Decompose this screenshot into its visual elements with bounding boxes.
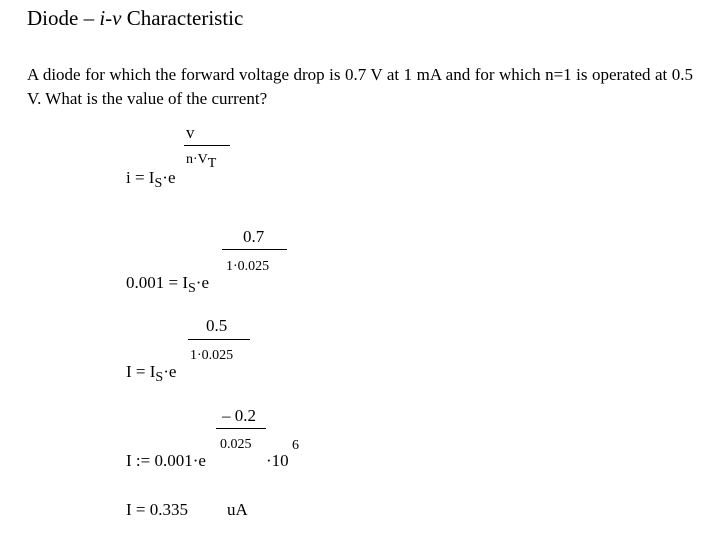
eq1-lhs: $i = I_S\cdot e$ [126, 168, 176, 191]
eq4-exponent-numerator: – 0.2 [222, 406, 256, 425]
eq4-lhs: I := 0.001·e [126, 451, 206, 470]
problem-statement: A diode for which the forward voltage drop is 0.7 V at 1 mA and for which n=1 is operated at 0.5 V. What is the value of the current? [27, 65, 693, 108]
eq1-fraction-bar [184, 145, 230, 146]
eq1-exponent-denominator: n·VT [186, 152, 217, 171]
eq4-power-of-ten: ·10 [266, 451, 289, 470]
title-rest: Characteristic [121, 6, 244, 30]
slide-title [27, 6, 243, 31]
eq4-exponent-denominator: 0.025 [220, 437, 252, 452]
eq1-exponent-numerator: v [186, 123, 195, 142]
eq3-fraction-bar [188, 339, 250, 340]
eq4-power-exponent: 6 [292, 438, 299, 453]
result-value: I = 0.335 [126, 500, 188, 519]
eq2-lhs: $0.001 = I_S\cdot e$ [126, 273, 210, 296]
result-unit: uA [227, 500, 248, 519]
eq2-exponent-denominator: 1·0.025 [226, 259, 270, 274]
title-iv: i-v [99, 6, 122, 30]
eq2-fraction-bar [222, 249, 287, 250]
eq3-exponent-numerator: 0.5 [206, 316, 228, 335]
eq3-exponent-denominator: 1·0.025 [190, 348, 234, 363]
eq2-exponent-numerator: 0.7 [243, 227, 265, 246]
title-text: Diode – [27, 6, 100, 30]
eq4-fraction-bar [216, 428, 266, 429]
eq3-lhs: $I = I_S\cdot e$ [126, 362, 177, 385]
